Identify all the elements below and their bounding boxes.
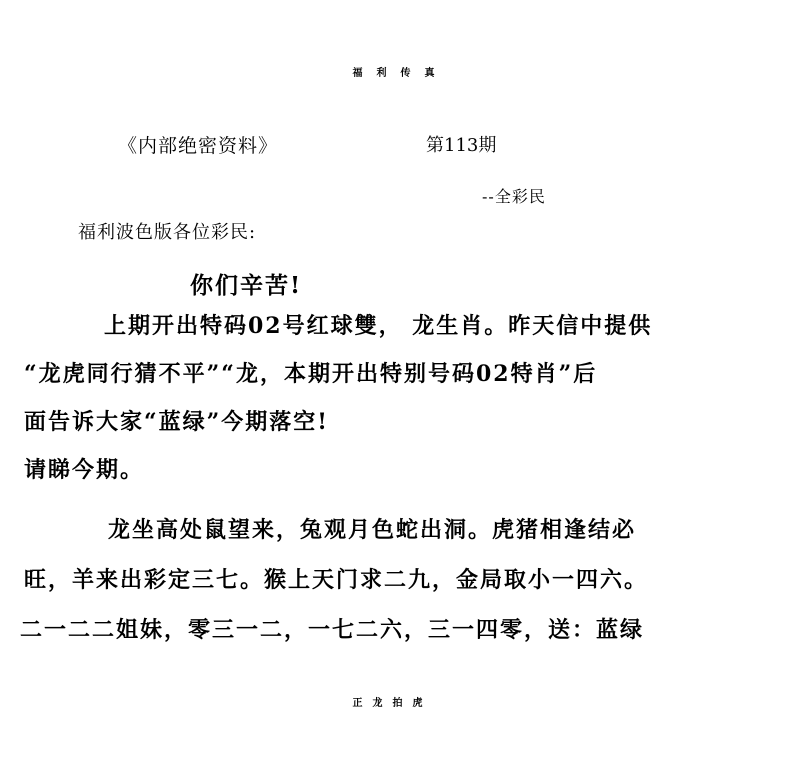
salutation: 你们辛苦! xyxy=(190,272,303,299)
paragraph1-line: 面告诉大家“蓝绿”今期落空! xyxy=(24,409,329,435)
greeting-line: 福利波色版各位彩民: xyxy=(78,222,257,243)
paragraph2-line: 龙坐高处鼠望来，兔观月色蛇出洞。虎猪相逢结必 xyxy=(108,517,637,543)
document-subtitle: 《内部绝密资料》 xyxy=(118,135,279,157)
paragraph1-line: 请睇今期。 xyxy=(24,457,145,483)
paragraph1-line: 上期开出特码02号红球雙， 龙生肖。昨天信中提供 xyxy=(104,313,653,339)
page-title: 福利传真 xyxy=(352,68,449,79)
issue-number: 第113期 xyxy=(426,135,497,156)
author-signature: --全彩民 xyxy=(482,187,546,206)
paragraph2-line: 二一二二姐妹，零三一二，一七二六，三一四零，送：蓝绿 xyxy=(20,617,645,643)
footer-title: 正龙拍虎 xyxy=(352,698,433,709)
paragraph2-line: 旺，羊来出彩定三七。猴上天门求二九，金局取小一四六。 xyxy=(24,567,649,593)
paragraph1-line: “龙虎同行猜不平”“龙，本期开出特别号码02特肖”后 xyxy=(24,361,598,387)
